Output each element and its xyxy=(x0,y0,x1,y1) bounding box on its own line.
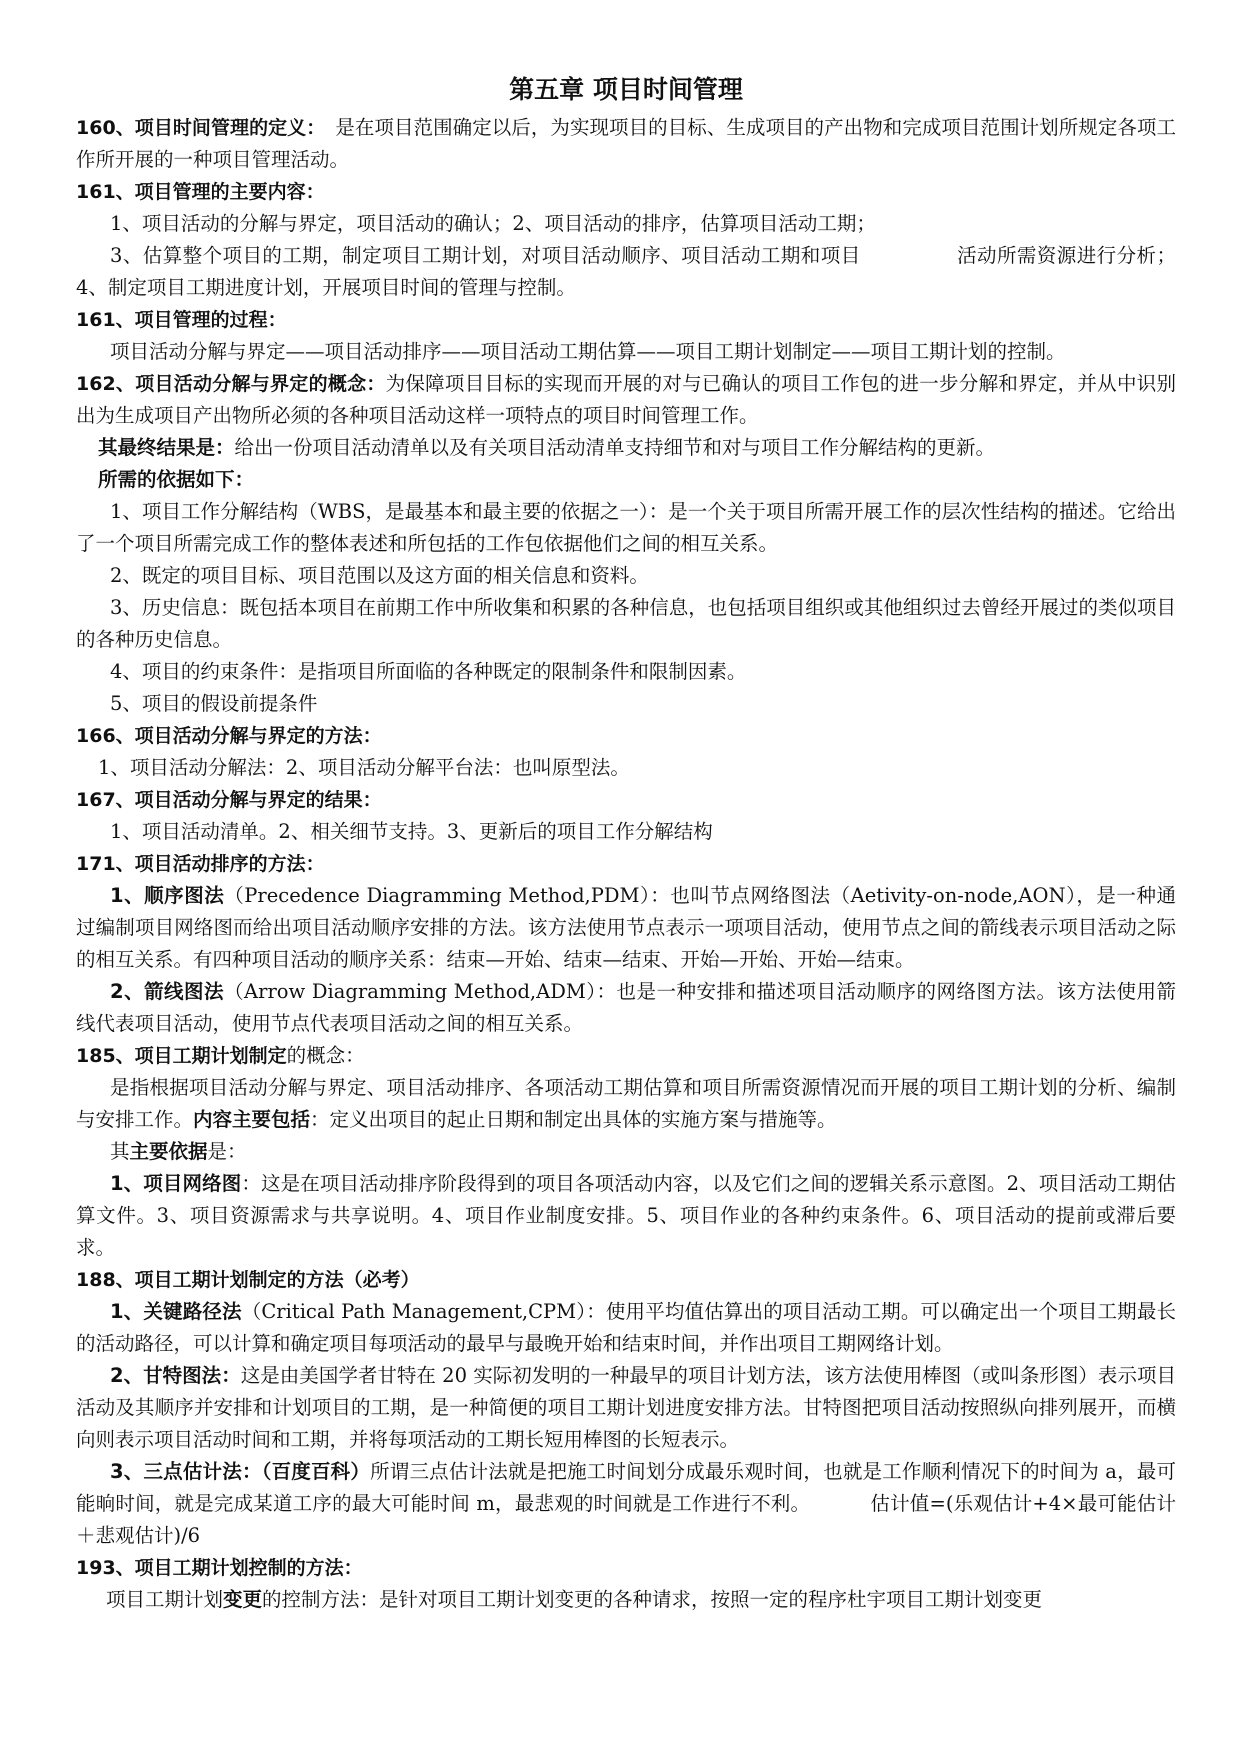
section-160 xyxy=(76,112,1176,176)
section-heading: 167、项目活动分解与界定的结果： xyxy=(76,789,382,811)
paragraph xyxy=(76,1136,1176,1168)
paragraph-text: ：这是在项目活动排序阶段得到的项目各项活动内容，以及它们之间的逻辑关系示意图。2、项目活动工期估算文件。3、项目资源需求与共享说明。4、项目作业制度安排。5、项目作业的各种约束条件。6、项目活动的提前或滞后要求。 xyxy=(76,1172,1176,1259)
section-heading: 161、项目管理的过程： xyxy=(76,309,287,331)
paragraph xyxy=(76,1584,1176,1616)
section-161-heading xyxy=(76,176,1176,208)
paragraph-text: 给出一份项目活动清单以及有关项目活动清单支持细节和对与项目工作分解结构的更新。 xyxy=(234,436,996,459)
paragraph xyxy=(76,976,1176,1040)
bold-label: 内容主要包括 xyxy=(193,1108,311,1131)
list-item: 2、既定的项目目标、项目范围以及这方面的相关信息和资料。 xyxy=(110,564,649,587)
paragraph-text: 所谓三点估计法就是把施工时间划分成最乐观时间，也就是工作顺利情况下的时间为 a，最可能晌时间，就是完成某道工序的最大可能时间 m，最悲观的时间就是工作进行不利。 xyxy=(76,1460,1177,1515)
paragraph-text: 估计值=(乐观估计+4×最可能估计＋悲观估计)/6 xyxy=(76,1492,1176,1547)
section-text: 为保障项目目标的实现而开展的对与已确认的项目工作包的进一步分解和界定，并从中识别出为生成项目产出物所必须的各种项目活动这样一项特点的项目时间管理工作。 xyxy=(76,372,1176,427)
paragraph-text: 是： xyxy=(207,1140,247,1163)
paragraph: 1、项目活动的分解与界定，项目活动的确认；2、项目活动的排序，估算项目活动工期； xyxy=(110,212,876,235)
paragraph-part: 3、估算整个项目的工期，制定项目工期计划，对项目活动顺序、项目活动工期和项目 xyxy=(110,244,861,267)
bold-label: 3、三点估计法：（百度百科） xyxy=(110,1460,371,1483)
section-161b-heading xyxy=(76,304,1176,336)
section-heading: 162、项目活动分解与界定的概念： xyxy=(76,373,386,395)
bold-label: 1、关键路径法 xyxy=(110,1300,242,1323)
paragraph-text: 的控制方法：是针对项目工期计划变更的各种请求，按照一定的程序杜宇项目工期计划变更 xyxy=(262,1588,1043,1611)
bold-label: 所需的依据如下： xyxy=(98,468,255,491)
section-heading: 185、项目工期计划制定 xyxy=(76,1045,287,1067)
bold-label: 变更 xyxy=(223,1588,263,1611)
section-167-heading xyxy=(76,784,1176,816)
section-heading: 193、项目工期计划控制的方法： xyxy=(76,1557,363,1579)
section-166-heading xyxy=(76,720,1176,752)
section-heading: 161、项目管理的主要内容： xyxy=(76,181,325,203)
paragraph-part: 活动所需资源进行分析；4、制定项目工期进度计划，开展项目时间的管理与控制。 xyxy=(76,244,1176,299)
paragraph xyxy=(76,1456,1176,1552)
section-heading-tail: 的概念： xyxy=(286,1044,365,1067)
list-item: 5、项目的假设前提条件 xyxy=(110,692,318,715)
paragraph xyxy=(76,880,1176,976)
section-heading: 188、项目工期计划制定的方法（必考） xyxy=(76,1269,420,1291)
list-item: 3、历史信息：既包括本项目在前期工作中所收集和积累的各种信息，也包括项目组织或其他组织过去曾经开展过的类似项目的各种历史信息。 xyxy=(76,596,1176,651)
section-heading: 171、项目活动排序的方法： xyxy=(76,853,325,875)
bold-label: 2、甘特图法： xyxy=(110,1364,241,1387)
paragraph: 项目活动分解与界定——项目活动排序——项目活动工期估算——项目工期计划制定——项目工期计划的控制。 xyxy=(110,340,1066,363)
paragraph: 1、项目活动分解法：2、项目活动分解平台法：也叫原型法。 xyxy=(98,756,630,779)
paragraph-text: 是指根据项目活动分解与界定、项目活动排序、各项活动工期估算和项目所需资源情况而开展的项目工期计划的分析、编制与安排工作。 xyxy=(76,1076,1176,1131)
paragraph-text: 其 xyxy=(110,1140,130,1163)
paragraph-text: 项目工期计划 xyxy=(106,1588,224,1611)
list-item: 4、项目的约束条件：是指项目所面临的各种既定的限制条件和限制因素。 xyxy=(110,660,747,683)
document-page xyxy=(76,72,1176,1616)
paragraph-text: 这是由美国学者甘特在 20 实际初发明的一种最早的项目计划方法，该方法使用棒图（或叫条形图）表示项目活动及其顺序并安排和计划项目的工期，是一种简便的项目工期计划进度安排方法。甘特图把项目活动按照纵向排列展开，而横向则表示项目活动时间和工期，并将每项活动的工期长短用棒图的长短表示。 xyxy=(76,1364,1176,1451)
paragraph xyxy=(76,1296,1176,1360)
bold-label: 1、顺序图法 xyxy=(110,884,225,907)
paragraph-text: （Arrow Diagramming Method,ADM）：也是一种安排和描述项目活动顺序的网络图方法。该方法使用箭线代表项目活动，使用节点代表项目活动之间的相互关系。 xyxy=(76,980,1176,1035)
paragraph xyxy=(76,1360,1176,1456)
section-171-heading xyxy=(76,848,1176,880)
paragraph-text: （Critical Path Management,CPM）：使用平均值估算出的项目活动工期。可以确定出一个项目工期最长的活动路径，可以计算和确定项目每项活动的最早与最晚开始和结束时间，并作出项目工期网络计划。 xyxy=(76,1300,1176,1355)
bold-label: 2、箭线图法 xyxy=(110,980,225,1003)
paragraph-text: （Precedence Diagramming Method,PDM）：也叫节点网络图法（Aetivity-on-node,AON），是一种通过编制项目网络图而给出项目活动顺序安排的方法。该方法使用节点表示一项项目活动，使用节点之间的箭线表示项目活动之际的相互关系。有四种项目活动的顺序关系：结束—开始、结束—结束、开始—开始、开始—结束。 xyxy=(76,884,1176,971)
section-162 xyxy=(76,368,1176,432)
paragraph xyxy=(76,1168,1176,1264)
paragraph xyxy=(76,464,1176,496)
section-188-heading xyxy=(76,1264,1176,1296)
section-heading: 160、项目时间管理的定义： xyxy=(76,117,316,139)
list-item: 1、项目工作分解结构（WBS，是最基本和最主要的依据之一）：是一个关于项目所需开展工作的层次性结构的描述。它给出了一个项目所需完成工作的整体表述和所包括的工作包依据他们之间的相互关系。 xyxy=(76,500,1176,555)
bold-label: 主要依据 xyxy=(129,1140,208,1163)
bold-label: 其最终结果是： xyxy=(98,436,235,459)
bold-label: 1、项目网络图 xyxy=(110,1172,242,1195)
paragraph xyxy=(76,1072,1176,1136)
paragraph-text: ：定义出项目的起止日期和制定出具体的实施方案与措施等。 xyxy=(310,1108,837,1131)
section-heading: 166、项目活动分解与界定的方法： xyxy=(76,725,382,747)
paragraph xyxy=(76,432,1176,464)
chapter-title: 第五章 项目时间管理 xyxy=(509,75,743,104)
section-193-heading xyxy=(76,1552,1176,1584)
section-text: 是在项目范围确定以后，为实现项目的目标、生成项目的产出物和完成项目范围计划所规定各项工作所开展的一种项目管理活动。 xyxy=(76,116,1176,171)
section-185-heading xyxy=(76,1040,1176,1072)
paragraph: 1、项目活动清单。2、相关细节支持。3、更新后的项目工作分解结构 xyxy=(110,820,713,843)
paragraph xyxy=(76,240,1176,304)
